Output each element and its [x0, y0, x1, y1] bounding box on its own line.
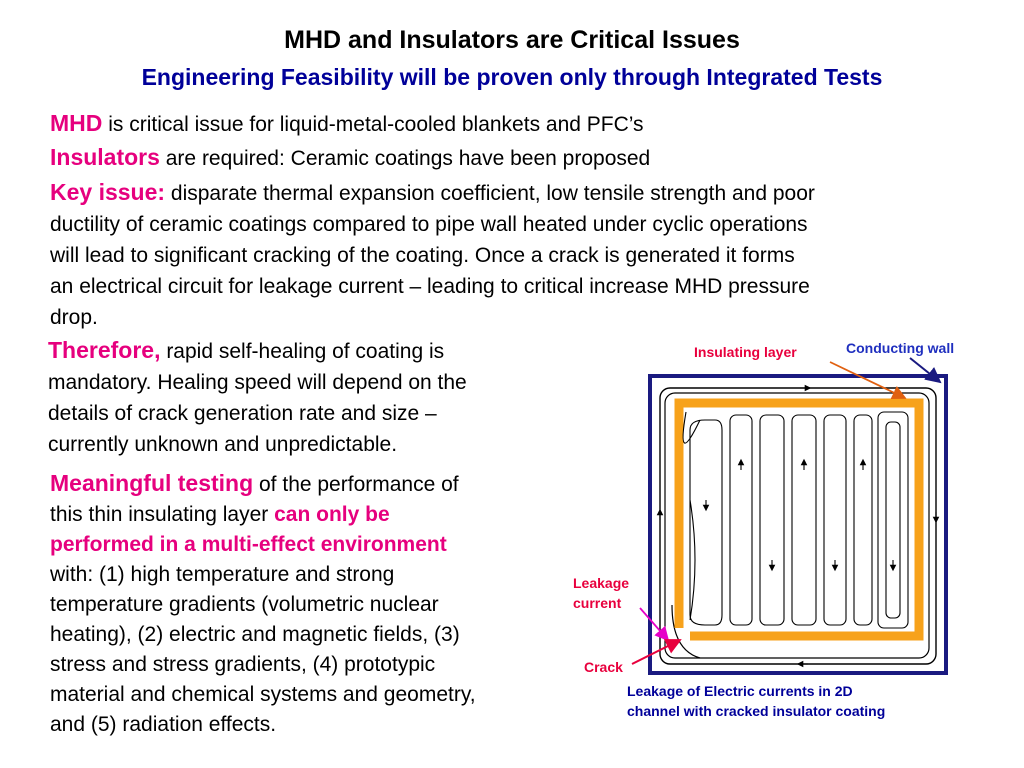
key-issue-line5: drop.	[50, 306, 98, 329]
testing-emphasis-2: performed in a multi-effect environment	[50, 533, 447, 556]
therefore-line3: details of crack generation rate and size –	[48, 402, 437, 425]
testing-line8: and (5) radiation effects.	[50, 713, 277, 736]
testing-line6: stress and stress gradients, (4) prototypic	[50, 653, 436, 676]
channel-diagram	[560, 340, 960, 690]
label-conducting-wall: Conducting wall	[846, 340, 955, 356]
mhd-text: is critical issue for liquid-metal-cooled blankets and PFC’s	[102, 113, 644, 136]
therefore-line4: currently unknown and unpredictable.	[48, 433, 398, 456]
slide-subtitle: Engineering Feasibility will be proven only through Integrated Tests	[141, 64, 883, 90]
insulators-bullet	[50, 142, 1010, 174]
label-leakage-line2: current	[573, 595, 622, 611]
therefore-line1: rapid self-healing of coating is	[160, 340, 445, 363]
key-issue-line2: ductility of ceramic coatings compared to pipe wall heated under cyclic operations	[50, 213, 808, 236]
mhd-bullet	[50, 108, 1010, 140]
testing-line5: heating), (2) electric and magnetic fields, (3)	[50, 623, 460, 646]
testing-keyword: Meaningful testing	[50, 470, 254, 496]
insulators-text-a: are required	[159, 147, 279, 170]
testing-bullet	[50, 468, 590, 740]
therefore-bullet	[48, 335, 588, 460]
figure-caption-line2: channel with cracked insulator coating	[627, 703, 886, 719]
slide-title: MHD and Insulators are Critical Issues	[284, 26, 740, 54]
therefore-line2: mandatory. Healing speed will depend on the	[48, 371, 467, 394]
key-issue-keyword: Key issue:	[50, 179, 166, 205]
testing-line7: material and chemical systems and geometry,	[50, 683, 476, 706]
therefore-keyword: Therefore,	[48, 337, 161, 363]
figure-caption-line1: Leakage of Electric currents in 2D	[627, 683, 853, 699]
testing-line4: temperature gradients (volumetric nuclear	[50, 593, 439, 616]
label-leakage-line1: Leakage	[573, 575, 630, 591]
key-issue-bullet	[50, 177, 1010, 333]
insulators-keyword: Insulators	[50, 144, 160, 170]
key-issue-line1: disparate thermal expansion coefficient, low tensile strength and poor	[165, 182, 815, 205]
testing-line3: with: (1) high temperature and strong	[50, 563, 395, 586]
key-issue-line4: an electrical circuit for leakage current – leading to critical increase MHD pressure	[50, 275, 810, 298]
insulators-text-b: Ceramic coatings have been proposed	[284, 147, 651, 170]
testing-line2: this thin insulating layer	[50, 503, 275, 526]
label-insulating-layer: Insulating layer	[694, 344, 797, 360]
testing-emphasis-1: can only be	[274, 503, 390, 526]
testing-line1: of the performance of	[253, 473, 459, 496]
insulators-colon: :	[279, 147, 285, 170]
key-issue-line3: will lead to significant cracking of the coating. Once a crack is generated it forms	[50, 244, 795, 267]
mhd-keyword: MHD	[50, 110, 103, 136]
label-crack: Crack	[584, 659, 623, 675]
